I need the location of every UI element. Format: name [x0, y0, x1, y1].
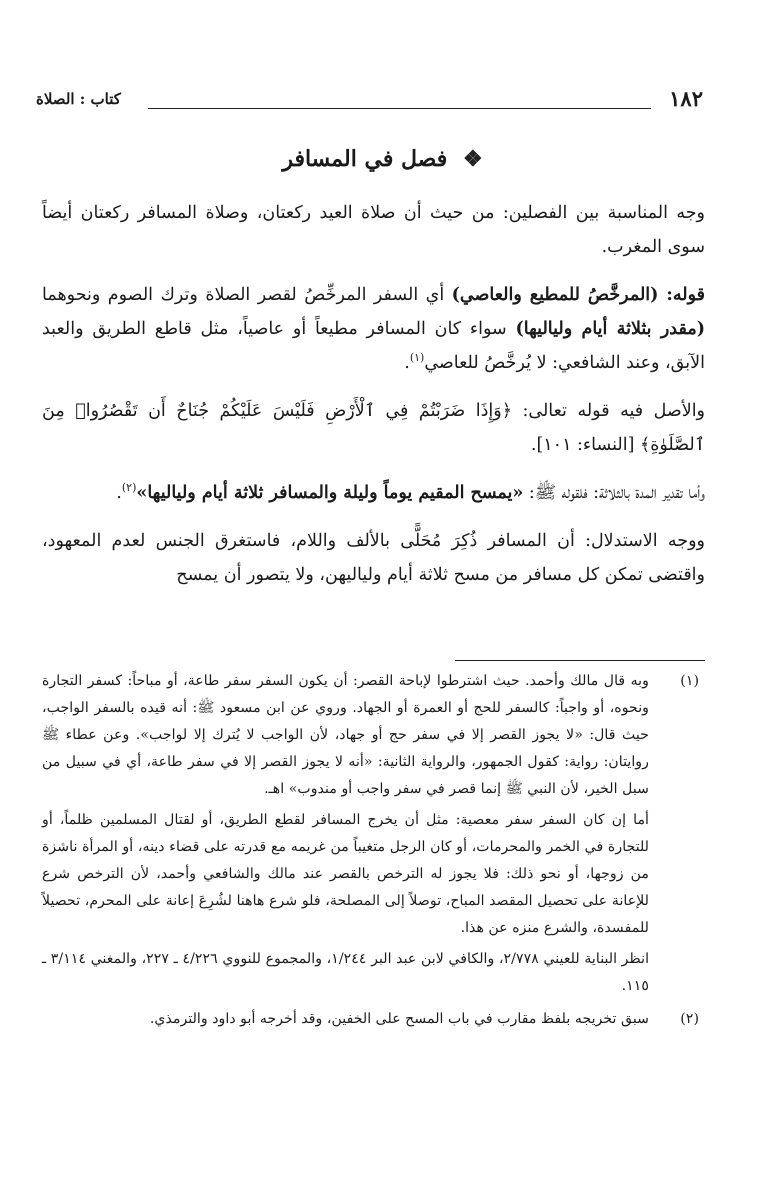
- footnote-2-text: سبق تخريجه بلفظ مقارب في باب المسح على الخفين، وقد أخرجه أبو داود والترمذي.: [149, 1011, 649, 1027]
- footnote-1-para-2: أما إن كان السفر سفر معصية: مثل أن يخرج المسافر لقطع الطريق، أو لقتال المسلمين ظلماً، أو للتجارة في الخمر والمحرمات، أو كان الرجل متغيباً من غريمه مع قدرته على قضاء دينه، أو المرأة ناشزة من زوجها، أو نحو ذلك: فلا يجوز له الترخص بالقصر عند مالك والشافعي وأحمد، لأن الترخص شرع للإعانة على تحصيل المقصد المباح، توصلاً إلى المصلحة، فلو شرع هاهنا لشُرِعَ إعانة على المحرم، تحصيلاً للمفسدة، والشرع منزه عن هذا.: [42, 812, 649, 936]
- paragraph-4: [42, 476, 705, 510]
- section-heading: [0, 146, 765, 172]
- main-text: [42, 196, 705, 606]
- quran-verse: ﴿وَإِذَا ضَرَبْتُمْ فِي ٱلْأَرْضِ فَلَيْسَ عَلَيْكُمْ جُنَاحٌ أَن تَقْصُرُوا۟ مِنَ ٱلصَّلَوٰةِ﴾: [42, 401, 705, 455]
- paragraph-5: ووجه الاستدلال: أن المسافر ذُكِرَ مُحَلًّى بالألف واللام، فاستغرق الجنس لعدم المعهود، واقتضى تمكن كل مسافر من مسح ثلاثة أيام ولياليهن، ولا يتصور أن يمسح: [42, 531, 705, 585]
- page-number: ١٨٢: [669, 86, 703, 111]
- paragraph-4-end: .: [116, 483, 122, 503]
- paragraph-2-text-2: سواء كان المسافر مطيعاً أو عاصياً، مثل قاطع الطريق والعبد الآبق، وعند الشافعي: لا يُرخَّصُ للعاصي: [42, 319, 705, 373]
- paragraph-2-text-1: أي السفر المرخِّصُ لقصر الصلاة وترك الصوم ونحوهما: [42, 285, 452, 305]
- footnote-number: (١): [680, 673, 699, 689]
- verse-reference: [النساء: ١٠١].: [530, 435, 640, 455]
- paragraph-1: وجه المناسبة بين الفصلين: من حيث أن صلاة العيد ركعتان، وصلاة المسافر ركعتان أيضاً سوى المغرب.: [42, 203, 705, 257]
- footnote-ref-1[interactable]: (١): [409, 351, 425, 365]
- footnote-1-para-3: انظر البناية للعيني ٢/٧٧٨، والكافي لابن عبد البر ١/٢٤٤، والمجموع للنووي ٤/٢٢٦ ـ ٢٢٧، والمغني ٣/١١٤ ـ ١١٥.: [42, 951, 650, 994]
- running-title: كتاب : الصلاة: [36, 90, 121, 108]
- footnote-separator: [455, 660, 705, 661]
- footnote-1-para-1: وبه قال مالك وأحمد. حيث اشترطوا لإباحة القصر: أن يكون السفر سفر طاعة، أو مباحاً: كسفر التجارة ونحوه، أو واجباً: كالسفر للحج أو العمرة أو الجهاد. وروي عن ابن مسعود ﷺ: أنه قيده بالسفر الواجب، حيث قال: «لا يجوز القصر إلا في سفر حج أو جهاد، لأن الواجب لا يُترك إلا لواجب». وعن عطاء ﷺ روايتان: رواية: كقول الجمهور، والرواية الثانية: «أنه لا يجوز القصر إلا في سفر طاعة، أي في سبيل من سبل الخير، لأن النبي ﷺ إنما قصر في سفر واجب أو مندوب» اهـ.: [42, 673, 649, 797]
- footnote-2: [42, 1006, 705, 1033]
- quote-bold-1: قوله: (المرخَّصُ للمطيع والعاصي): [451, 285, 705, 305]
- paragraph-2-end: .: [404, 353, 410, 373]
- paragraph-2: [42, 278, 705, 380]
- paragraph-3: [42, 394, 705, 462]
- footnote-1: [42, 668, 705, 1000]
- hadith-quote: «يمسح المقيم يوماً وليلة والمسافر ثلاثة أيام ولياليها»: [136, 483, 524, 503]
- ornament-icon: ❖: [462, 146, 483, 172]
- paragraph-4-text: وأما تقدير المدة بالثلاثة: فلقوله ﷺ:: [523, 483, 705, 503]
- footnote-number: (٢): [680, 1011, 699, 1027]
- footnote-ref-2[interactable]: (٢): [121, 481, 137, 495]
- footnotes: [42, 668, 705, 1039]
- quote-bold-2: (مقدر بثلاثة أيام ولياليها): [515, 319, 705, 339]
- header-rule: [148, 108, 651, 109]
- section-title: فصل في المسافر: [282, 146, 448, 172]
- page-header: [36, 86, 703, 114]
- paragraph-3-text: والأصل فيه قوله تعالى:: [511, 401, 706, 421]
